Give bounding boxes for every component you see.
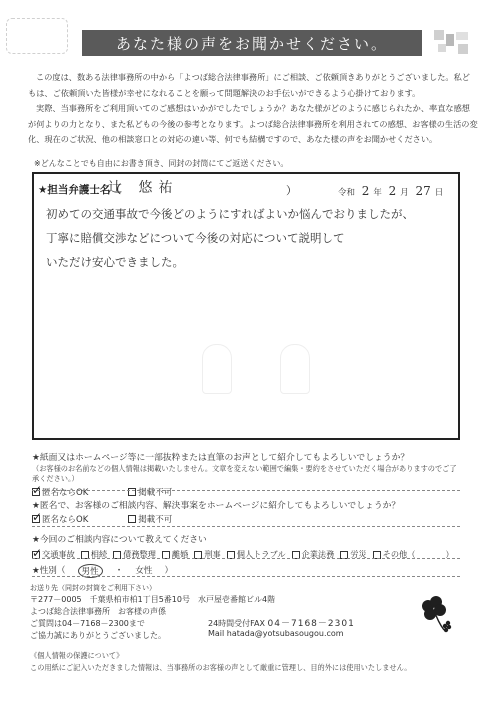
- option-label: 掲載不可: [138, 488, 173, 498]
- intro-text: [28, 70, 478, 148]
- comment-box[interactable]: [32, 172, 460, 440]
- divider: [32, 490, 460, 491]
- checkbox-checked-icon[interactable]: [32, 515, 40, 523]
- date-field: [338, 184, 443, 198]
- option-label: 債務整理: [123, 549, 156, 559]
- comment-line: 初めての交通事故で今後どのようにすればよいか悩んでおりましたが、: [46, 207, 414, 221]
- date-day-unit: 日: [434, 188, 444, 198]
- pixelated-logo-mosaic: [434, 30, 474, 60]
- privacy-title: 《個人情報の保護について》: [30, 651, 124, 660]
- page-title-banner: [82, 30, 422, 56]
- handwritten-comment[interactable]: [46, 202, 456, 274]
- question-text: ★今回のご相談内容について教えてください: [32, 535, 207, 545]
- option-not-allowed[interactable]: [128, 486, 172, 498]
- question-consultation-type: [32, 532, 460, 560]
- divider: [32, 576, 460, 577]
- gender-label: ★性別（: [32, 566, 66, 576]
- intro-paragraph-1: この度は、数ある法律事務所の中から「よつば総合法律事務所」にご相談、ご依頼頂きありがとうございました。私どもは、ご依頼頂いた皆様が幸せになれることを願って問題解決のお手伝いができるよう心掛けております。: [28, 72, 470, 98]
- postal-address: 〒277－0005 千葉県柏市柏1丁目5番10号 水戸屋壱番館ビル4階: [30, 595, 276, 604]
- option-not-allowed[interactable]: [128, 513, 172, 525]
- return-notice: ※どんなことでも自由にお書き頂き、同封の封筒にてご返送ください。: [34, 159, 289, 168]
- lawyer-close-paren: ）: [286, 184, 297, 197]
- other-close-paren: ）: [445, 549, 454, 559]
- fax-block: [208, 616, 355, 638]
- date-month-unit: 月: [400, 188, 409, 198]
- intro-paragraph-2: 実際、当事務所をご利用頂いてのご感想はいかがでしたでしょうか？あなた様がどのように感じられたか、率直な感想が何よりの力となり、また私どもの今後の参考となります。よつば総合法律事務所を利用されての感想、お客様の生活の変化、現在のご状況、他の相談窓口との対応の違い等、何でも結構ですので、あなた様の声をお聞かせください。: [28, 103, 478, 144]
- option-label: 個人トラブル: [236, 549, 286, 559]
- option-label: 掲載不可: [138, 515, 173, 525]
- date-month[interactable]: 2: [388, 184, 397, 198]
- date-day[interactable]: 27: [415, 184, 431, 198]
- question-text: ★匿名で、お客様のご相談内容、解決事案をホームページに紹介してもよろしいでしょうか？: [32, 501, 401, 511]
- divider: [32, 558, 460, 559]
- option-anonymous-ok[interactable]: [32, 513, 88, 525]
- gender-female-option[interactable]: 女性: [135, 566, 153, 576]
- question-note: （お客様のお名前などの個人情報は掲載いたしません。文章を変えない範囲で編集・要約をさせていただく場合がありますのでご了承ください。）: [32, 464, 457, 483]
- mail-address[interactable]: Mail hatada@yotsubasougou.com: [208, 629, 344, 638]
- option-label: 刑事: [204, 549, 221, 559]
- contact-footer: [30, 582, 470, 642]
- faint-logo-stamp: [6, 18, 68, 54]
- gender-male-option[interactable]: 男性: [78, 564, 103, 578]
- privacy-notice: [30, 650, 480, 674]
- page-title: あなた様の声をお聞かせください。: [115, 34, 388, 53]
- option-anonymous-ok[interactable]: [32, 486, 88, 498]
- date-year[interactable]: 2: [361, 184, 370, 198]
- phone-label: ご質問は: [30, 619, 62, 628]
- option-label: 離婚: [171, 549, 189, 559]
- lawyer-label: ★担当弁護士名（: [38, 184, 121, 196]
- date-era: 令和: [338, 188, 356, 198]
- address-title: お送り先（同封の封筒をご利用下さい）: [30, 584, 156, 592]
- options-row: [32, 513, 460, 525]
- checkbox-icon[interactable]: [128, 515, 136, 523]
- comment-line: いただけ安心できました。: [46, 255, 184, 269]
- option-label: その他（: [382, 549, 416, 559]
- option-label: 労災: [350, 549, 367, 559]
- option-label: 交通事故: [42, 549, 75, 559]
- comment-line: 丁寧に賠償交渉などについて今後の対応について説明して: [46, 231, 345, 245]
- option-label: 相続: [90, 549, 108, 559]
- faint-figure-illustration: [280, 344, 310, 394]
- options-row: [32, 486, 460, 498]
- option-label: 匿名ならOK: [42, 488, 89, 498]
- option-label: 匿名ならOK: [42, 515, 89, 525]
- fax-label: 24時間受付FAX: [208, 619, 265, 628]
- fax-number[interactable]: 04－7168－2301: [267, 619, 355, 629]
- gender-separator: ・: [114, 566, 124, 576]
- question-text: ★紙面又はホームページ等に一部抜粋または直筆のお声として紹介してもよろしいでしょうか？: [32, 453, 410, 463]
- office-name: よつば総合法律事務所 お客様の声係: [30, 607, 166, 616]
- faint-figure-illustration: [202, 344, 232, 394]
- phone-number[interactable]: 04－7168－2300: [62, 619, 129, 628]
- gender-close-paren: ）: [164, 566, 174, 576]
- phone-suffix: まで: [128, 619, 145, 628]
- divider: [32, 526, 460, 527]
- clover-icon: [418, 596, 452, 636]
- lawyer-name-handwritten[interactable]: 辻 悠祐: [108, 180, 179, 196]
- option-label: 企業法務: [301, 549, 335, 559]
- thanks-text: ご協力誠にありがとうございました。: [30, 631, 166, 640]
- privacy-text: この用紙にご記入いただきました情報は、当事務所のお客様の声として厳重に管理し、目的外には使用いたしません。: [30, 663, 412, 672]
- question-case-publish: [32, 498, 460, 525]
- date-year-unit: 年: [373, 188, 382, 198]
